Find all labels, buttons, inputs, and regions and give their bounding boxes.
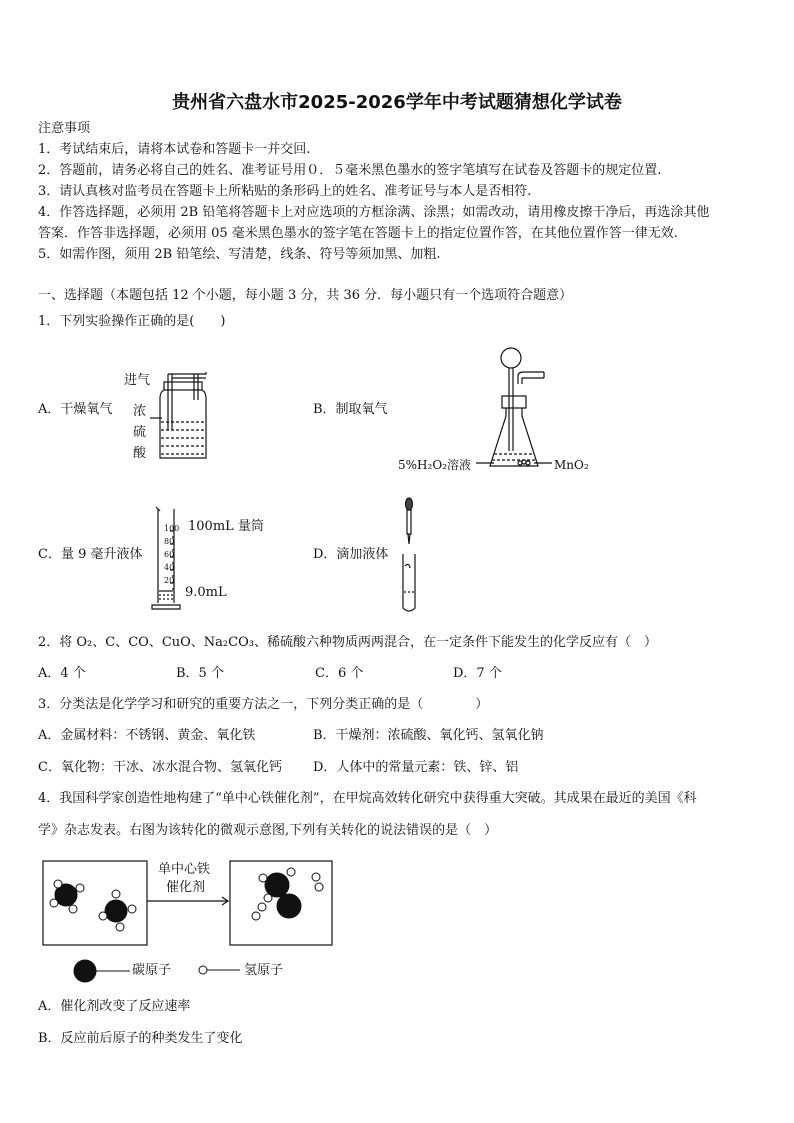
question-1-stem: 1．下列实验操作正确的是( ) [38, 314, 226, 329]
q1-option-d: D．滴加液体 [313, 547, 389, 562]
notice-item: 2．答题前，请务必将自己的姓名、准考证号用０．５毫米黑色墨水的签字笔填写在试卷及答题卡的规定位置. [38, 163, 662, 178]
q1-option-b: B．制取氧气 [313, 402, 388, 417]
label-reading: 9.0mL [185, 585, 227, 600]
question-2-stem: 2．将 O₂、C、CO、CuO、Na₂CO₃、稀硫酸六种物质两两混合，在一定条件下能发生的化学反应有（ ） [38, 635, 657, 650]
label-mno2: MnO₂ [554, 458, 589, 472]
q4-option-b: B．反应前后原子的种类发生了变化 [38, 1031, 243, 1046]
question-4-stem: 4．我国科学家创造性地构建了“单中心铁催化剂”，在甲烷高效转化研究中获得重大突破。其成果在最近的美国《科 [38, 791, 697, 806]
q2-option: A．4 个 [38, 666, 86, 681]
cylinder-tick: 100 [164, 524, 180, 533]
page-title: 贵州省六盘水市2025-2026学年中考试题猜想化学试卷 [172, 92, 622, 113]
catalyst-label: 催化剂 [166, 880, 206, 895]
q3-option-b: B．干燥剂：浓硫酸、氧化钙、氢氧化钠 [313, 728, 544, 743]
dropper-test-tube-diagram [398, 496, 428, 616]
label-acid: 浓 [133, 404, 147, 419]
q2-option: B．5 个 [176, 666, 224, 681]
q2-option: D．7 个 [453, 666, 502, 681]
notice-item: 答案．作答非选择题，必须用 05 毫米黑色墨水的签字笔在答题卡上的指定位置作答，在其他位置作答一律无效. [38, 226, 678, 241]
notice-item: 5．如需作图，须用 2B 铅笔绘、写清楚，线条、符号等须加黑、加粗. [38, 247, 441, 262]
question-3-stem: 3．分类法是化学学习和研究的重要方法之一，下列分类正确的是（ ） [38, 697, 489, 712]
label-acid: 硫 [133, 425, 147, 440]
q3-option-a: A．金属材料：不锈钢、黄金、氧化铁 [38, 728, 256, 743]
label-acid: 酸 [133, 446, 147, 461]
label-cylinder: 100mL 量筒 [188, 519, 264, 534]
q1-option-c: C．量 9 毫升液体 [38, 547, 143, 562]
label-inlet: 进气 [124, 373, 151, 388]
notice-item: 3．请认真核对监考员在答题卡上所粘贴的条形码上的姓名、准考证号与本人是否相符. [38, 184, 532, 199]
cylinder-tick: 40 [164, 563, 175, 572]
cylinder-tick: 60 [164, 550, 175, 559]
question-4-stem-cont: 学》杂志发表。右图为该转化的微观示意图,下列有关转化的说法错误的是（ ） [38, 823, 498, 838]
notice-heading: 注意事项 [38, 121, 91, 136]
q1-option-a: A．干燥氧气 [38, 402, 113, 417]
notice-item: 4．作答选择题，必须用 2B 铅笔将答题卡上对应选项的方框涂满、涂黑；如需改动，请用橡皮擦干净后，再选涂其他 [38, 205, 710, 220]
q3-option-d: D．人体中的常量元素：铁、锌、铝 [313, 760, 519, 775]
q2-option: C．6 个 [315, 666, 364, 681]
legend-hydrogen: 氢原子 [244, 963, 284, 978]
q4-option-a: A．催化剂改变了反应速率 [38, 999, 191, 1014]
notice-item: 1．考试结束后，请将本试卷和答题卡一并交回. [38, 142, 311, 157]
catalyst-label: 单中心铁 [158, 862, 211, 877]
legend-carbon: 碳原子 [132, 963, 172, 978]
cylinder-tick: 20 [164, 576, 175, 585]
q3-option-c: C．氧化物：干冰、冰水混合物、氢氧化钙 [38, 760, 282, 775]
section-heading: 一、选择题（本题包括 12 个小题，每小题 3 分，共 36 分．每小题只有一个选项符合题意） [38, 288, 573, 303]
label-h2o2: 5%H₂O₂溶液 [398, 458, 471, 472]
oxygen-generation-flask-diagram [480, 346, 590, 476]
cylinder-tick: 80 [164, 537, 175, 546]
